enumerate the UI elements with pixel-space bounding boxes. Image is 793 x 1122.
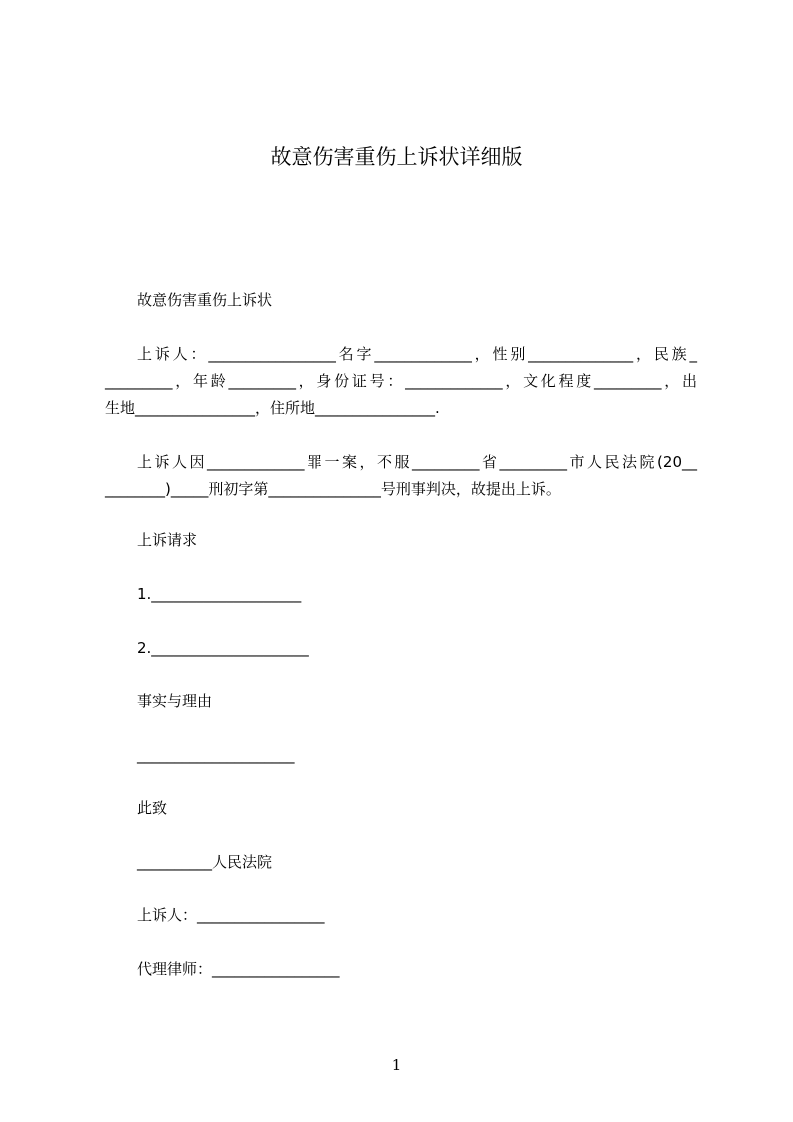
case-info-line-1: 上诉人因_____________罪一案，不服_________省_________市人民法院(20__	[137, 453, 697, 471]
case-info-line-2: ________)_____刑初字第_______________号刑事判决，故提出上诉。	[105, 480, 561, 498]
party-info-line-3: 生地________________，住所地________________.	[105, 399, 440, 417]
appeal-requests-heading: 上诉请求	[137, 531, 198, 549]
lawyer-signature-line: 代理律师：_________________	[137, 960, 340, 978]
party-info-line-2: _________，年龄_________，身份证号：_____________，文化程度_________，出	[105, 372, 697, 390]
page-number: 1	[391, 1056, 402, 1074]
court-name-line: __________人民法院	[137, 853, 273, 871]
document-title: 故意伤害重伤上诉状详细版	[270, 145, 523, 169]
facts-and-reasons-blank: _____________________	[137, 746, 295, 764]
appeal-request-item-1: 1.____________________	[137, 585, 302, 603]
facts-and-reasons-heading: 事实与理由	[137, 692, 213, 710]
appellant-signature-line: 上诉人：_________________	[137, 906, 325, 924]
closing-salutation: 此致	[137, 799, 168, 817]
appeal-request-item-2: 2._____________________	[137, 639, 309, 657]
document-subtitle: 故意伤害重伤上诉状	[137, 291, 273, 309]
party-info-line-1: 上诉人：_________________名字_____________，性别______________，民族_	[137, 345, 697, 363]
